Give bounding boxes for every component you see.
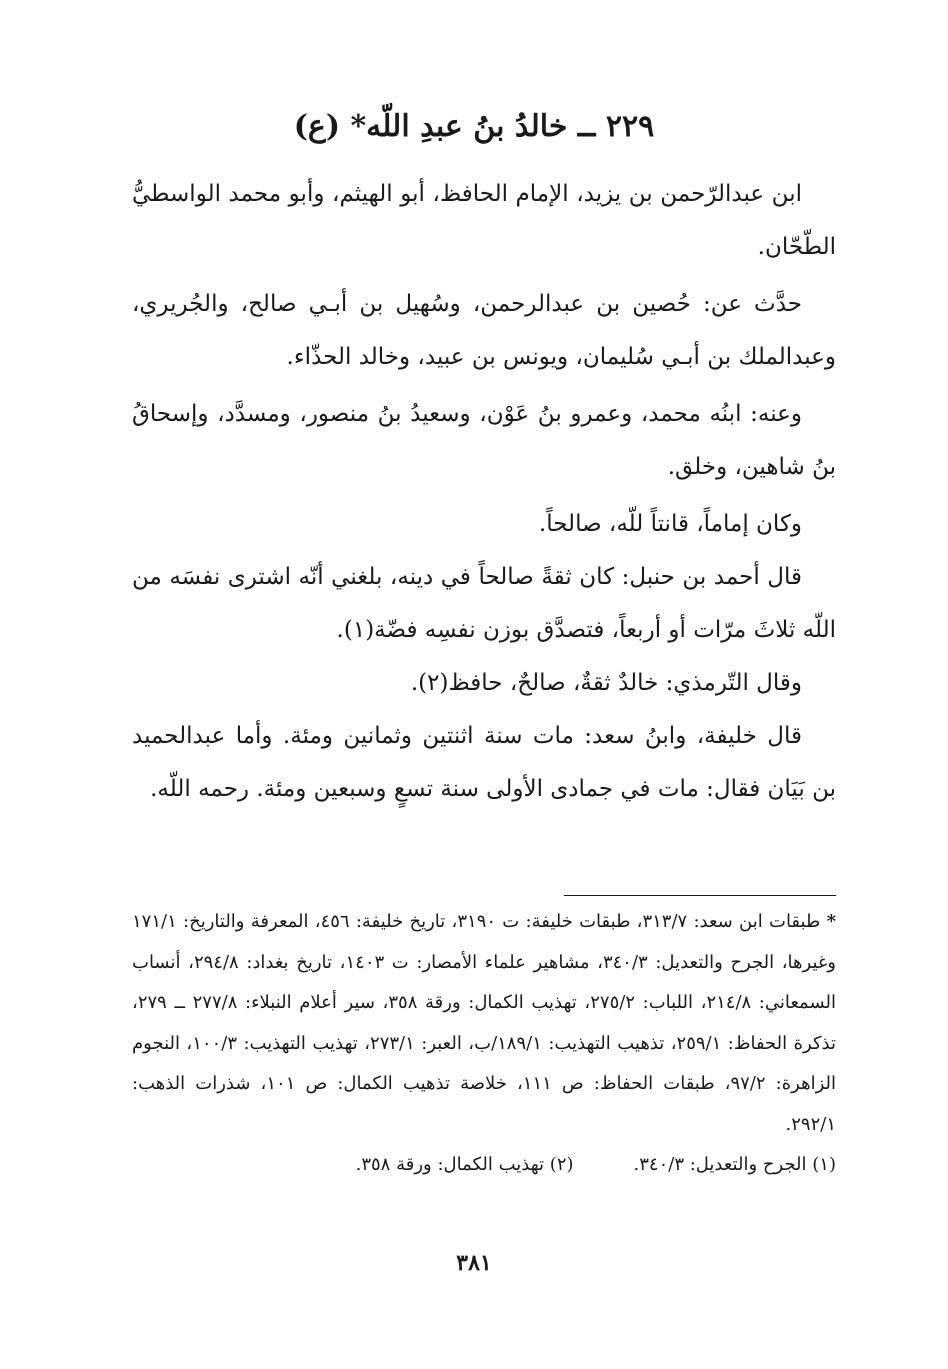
main-text: [132, 168, 836, 816]
footnote-2: (٢) تهذيب الكمال: ورقة ٣٥٨.: [355, 1154, 574, 1175]
sources-marker: *: [826, 911, 836, 932]
footnote-row: [132, 1145, 836, 1186]
page-number: ٣٨١: [456, 1250, 492, 1276]
footnote-1: (١) الجرح والتعديل: ٣٤٠/٣.: [633, 1154, 836, 1175]
footnote-sources: [132, 902, 836, 1145]
paragraph-tirmidhi-quote: وقال التّرمذي: خالدٌ ثقةٌ، صالحٌ، حافظ(٢).: [410, 670, 802, 696]
footnote-divider: [564, 895, 836, 896]
entry-title: ٢٢٩ ــ خالدُ بنُ عبدِ اللّه* (ع): [293, 109, 655, 144]
sources-text: طبقات ابن سعد: ٣١٣/٧، طبقات خليفة: ت ٣١٩٠، تاريخ خليفة: ٤٥٦، المعرفة والتاريخ: ١٧١/١ وغيرها، الجرح والتعديل: ٣٤٠/٣، مشاهير علماء الأمصار: ت ١٤٠٣، تاريخ بغداد: ٢٩٤/٨، أنساب السمعاني: ٢١٤/٨، اللباب: ٢٧٥/٢، تهذيب الكمال: ورقة ٣٥٨، سير أعلام النبلاء: ٢٧٧/٨ ــ ٢٧٩، تذكرة الحفاظ: ٢٥٩/١، تذهيب التهذيب: ١٨٩/١/ب، العبر: ٢٧٣/١، تهذيب التهذيب: ١٠٠/٣، النجوم الزاهرة: ٩٧/٢، طبقات الحفاظ: ص ١١١، خلاصة تذهيب الكمال: ص ١٠١، شذرات الذهب: ٢٩٢/١.: [132, 911, 837, 1135]
paragraph-lineage: ابن عبدالرّحمن بن يزيد، الإمام الحافظ، أبو الهيثم، وأبو محمد الواسطيُّ الطّحّان.: [132, 181, 836, 260]
paragraph-teachers: حدَّث عن: حُصين بن عبدالرحمن، وسُهيل بن أبـي صالح، والجُريري، وعبدالملك بن أبـي سُليمان، ويونس بن عبيد، وخالد الحذّاء.: [132, 291, 836, 370]
paragraph-death: قال خليفة، وابنُ سعد: مات سنة اثنتين وثمانين ومئة. وأما عبدالحميد بن بَيَان فقال: مات في جمادى الأولى سنة تسعٍ وسبعين ومئة. رحمه اللّه.: [132, 723, 836, 802]
paragraph-students: وعنه: ابنُه محمد، وعمرو بنُ عَوْن، وسعيدُ بنُ منصور، ومسدَّد، وإسحاقُ بنُ شاهين، وخلق.: [132, 401, 836, 480]
paragraph-character: وكان إماماً، قانتاً للّه، صالحاً.: [538, 511, 802, 537]
paragraph-ahmad-quote: قال أحمد بن حنبل: كان ثقةً صالحاً في دينه، بلغني أنّه اشترى نفسَه من اللّه ثلاثَ مرّات أو أربعاً، فتصدَّق بوزن نفسِه فضّة(١).: [132, 564, 836, 643]
footnotes: [132, 902, 836, 1186]
